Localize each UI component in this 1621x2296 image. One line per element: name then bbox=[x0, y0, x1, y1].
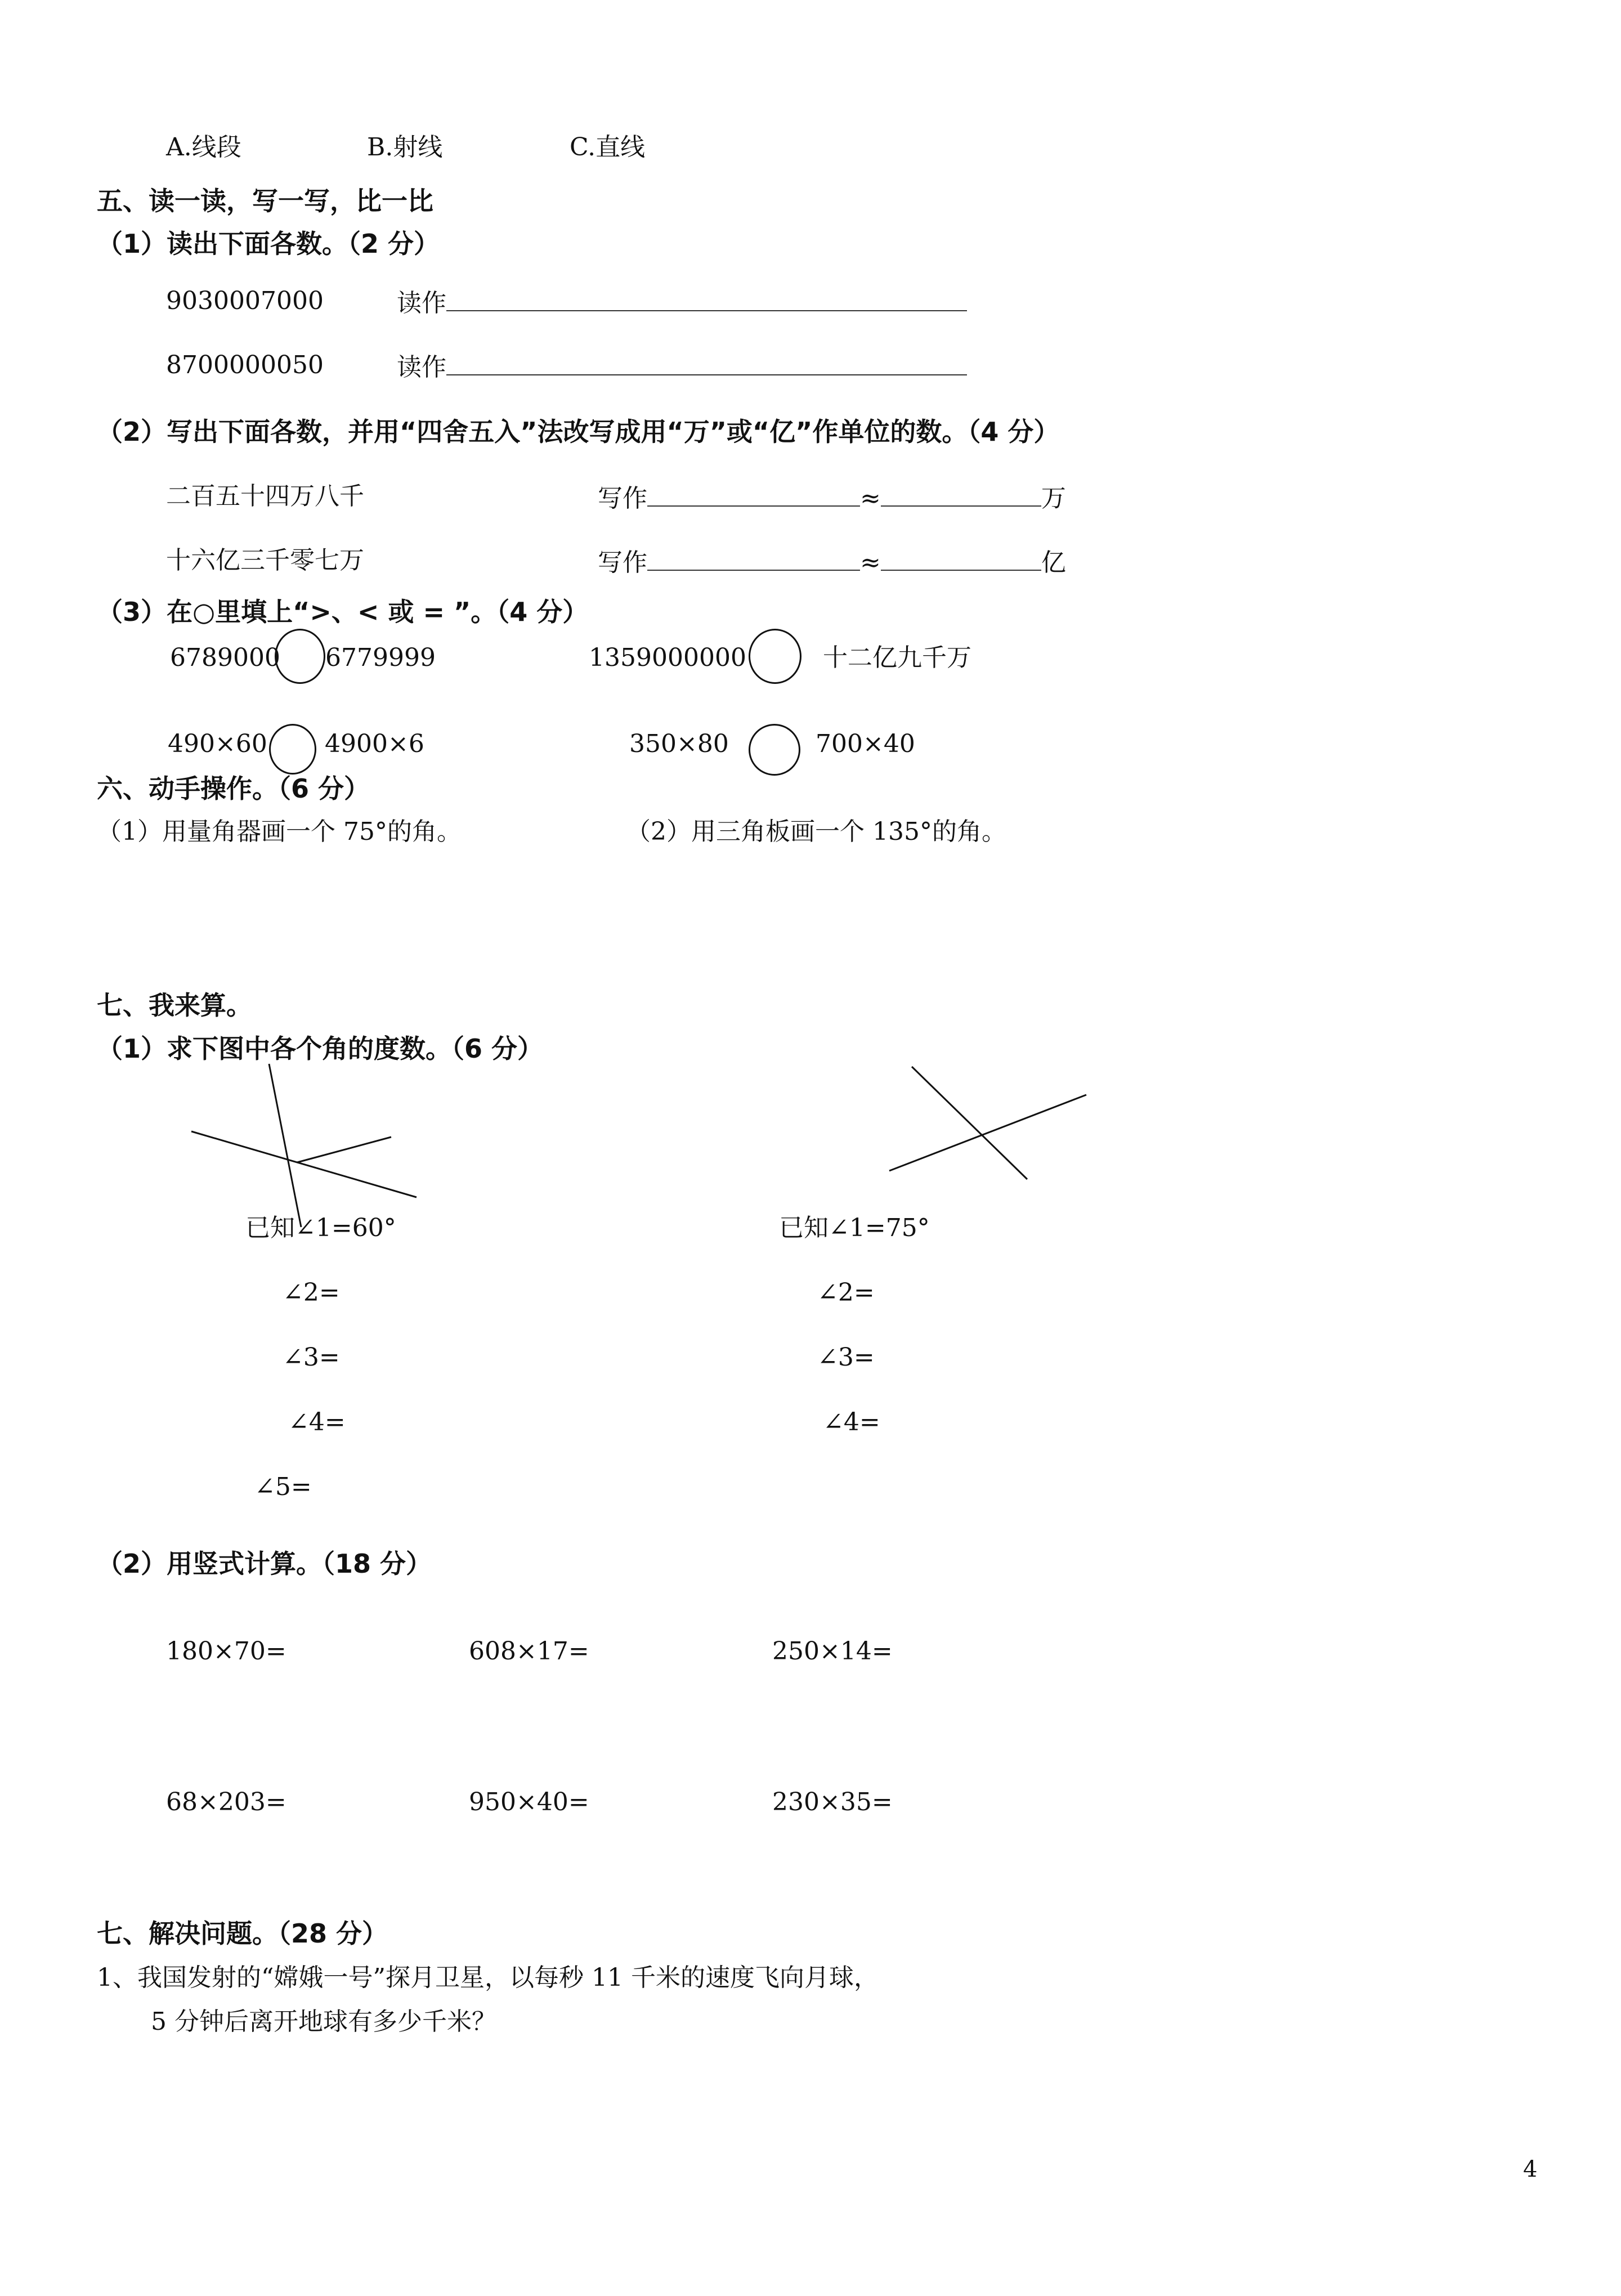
calculation-item: 950×40= bbox=[469, 1788, 589, 1816]
read-label: 读作 bbox=[397, 353, 446, 382]
compare-left: 350×80 bbox=[629, 729, 729, 758]
unit-label: 万 bbox=[1041, 484, 1066, 513]
write-line bbox=[598, 548, 1066, 575]
sec5-q1-label: （1）读出下面各数。（2 分） bbox=[97, 229, 440, 259]
number-in-words: 十六亿三千零七万 bbox=[166, 546, 364, 575]
number-in-words: 二百五十四万八千 bbox=[166, 482, 364, 511]
sec6-q2: （2）用三角板画一个 135°的角。 bbox=[626, 817, 1006, 846]
section8-title: 七、解决问题。（28 分） bbox=[97, 1918, 388, 1949]
write-blank[interactable] bbox=[647, 484, 860, 507]
answer-line bbox=[397, 289, 967, 316]
figure-line bbox=[297, 1137, 391, 1162]
read-label: 读作 bbox=[397, 289, 446, 317]
answer-line bbox=[397, 353, 967, 380]
write-label: 写作 bbox=[598, 484, 647, 513]
figure-line bbox=[912, 1067, 1027, 1179]
compare-circle[interactable] bbox=[749, 724, 800, 776]
page-number: 4 bbox=[1523, 2156, 1538, 2182]
compare-right: 4900×6 bbox=[325, 729, 424, 758]
angle-2-answer: ∠2= bbox=[283, 1278, 340, 1307]
number-to-read: 9030007000 bbox=[166, 287, 324, 315]
angle-4-answer: ∠4= bbox=[288, 1408, 346, 1436]
approx-blank[interactable] bbox=[881, 548, 1041, 571]
calculation-item: 250×14= bbox=[772, 1637, 893, 1666]
section7-title: 七、我来算。 bbox=[97, 990, 252, 1021]
figure-line bbox=[191, 1131, 417, 1197]
compare-circle[interactable] bbox=[275, 629, 325, 684]
calculation-item: 180×70= bbox=[166, 1637, 286, 1666]
unit-label: 亿 bbox=[1041, 548, 1066, 577]
compare-right: 十二亿九千万 bbox=[823, 643, 971, 672]
calculation-item: 608×17= bbox=[469, 1637, 589, 1666]
answer-blank[interactable] bbox=[446, 289, 967, 311]
sec7-q1-label: （1）求下图中各个角的度数。（6 分） bbox=[97, 1033, 544, 1064]
option-c: C.直线 bbox=[570, 133, 646, 162]
angle-4-answer: ∠4= bbox=[823, 1408, 880, 1436]
sec5-q3-label: （3）在○里填上“>、< 或 = ”。（4 分） bbox=[97, 597, 589, 627]
problem-1-line-2: 5 分钟后离开地球有多少千米？ bbox=[151, 2007, 496, 2036]
approx-sign: ≈ bbox=[860, 484, 881, 513]
write-line bbox=[598, 484, 1066, 511]
approx-blank[interactable] bbox=[881, 484, 1041, 507]
compare-circle[interactable] bbox=[749, 629, 801, 684]
figure-line bbox=[269, 1064, 301, 1227]
given-angle: 已知∠1=75° bbox=[779, 1214, 930, 1242]
calculation-item: 68×203= bbox=[166, 1788, 286, 1816]
answer-blank[interactable] bbox=[446, 353, 967, 375]
option-b: B.射线 bbox=[367, 133, 443, 162]
section5-title: 五、读一读，写一写，比一比 bbox=[97, 186, 433, 216]
angle-5-answer: ∠5= bbox=[254, 1473, 312, 1501]
approx-sign: ≈ bbox=[860, 548, 881, 577]
sec5-q2-label: （2）写出下面各数，并用“四舍五入”法改写成用“万”或“亿”作单位的数。（4 分） bbox=[97, 417, 1060, 447]
compare-circle[interactable] bbox=[269, 724, 316, 775]
compare-right: 700×40 bbox=[816, 729, 915, 758]
compare-left: 6789000 bbox=[170, 643, 280, 672]
compare-left: 490×60 bbox=[168, 729, 267, 758]
angle-3-answer: ∠3= bbox=[817, 1343, 875, 1372]
sec6-q1: （1）用量角器画一个 75°的角。 bbox=[97, 817, 462, 846]
angle-2-answer: ∠2= bbox=[817, 1278, 875, 1307]
angle-3-answer: ∠3= bbox=[283, 1343, 340, 1372]
section6-title: 六、动手操作。（6 分） bbox=[97, 773, 370, 804]
figure-line bbox=[889, 1095, 1086, 1171]
given-angle: 已知∠1=60° bbox=[245, 1214, 396, 1242]
sec7-q2-label: （2）用竖式计算。（18 分） bbox=[97, 1548, 432, 1579]
right-angle-figure bbox=[878, 1058, 1092, 1188]
compare-right: 6779999 bbox=[325, 643, 436, 672]
write-blank[interactable] bbox=[647, 548, 860, 571]
problem-1-line-1: 1、我国发射的“嫦娥一号”探月卫星，以每秒 11 千米的速度飞向月球， bbox=[97, 1963, 879, 1992]
compare-left: 1359000000 bbox=[589, 643, 746, 672]
number-to-read: 8700000050 bbox=[166, 351, 324, 379]
write-label: 写作 bbox=[598, 548, 647, 577]
option-a: A.线段 bbox=[166, 133, 241, 162]
calculation-item: 230×35= bbox=[772, 1788, 893, 1816]
